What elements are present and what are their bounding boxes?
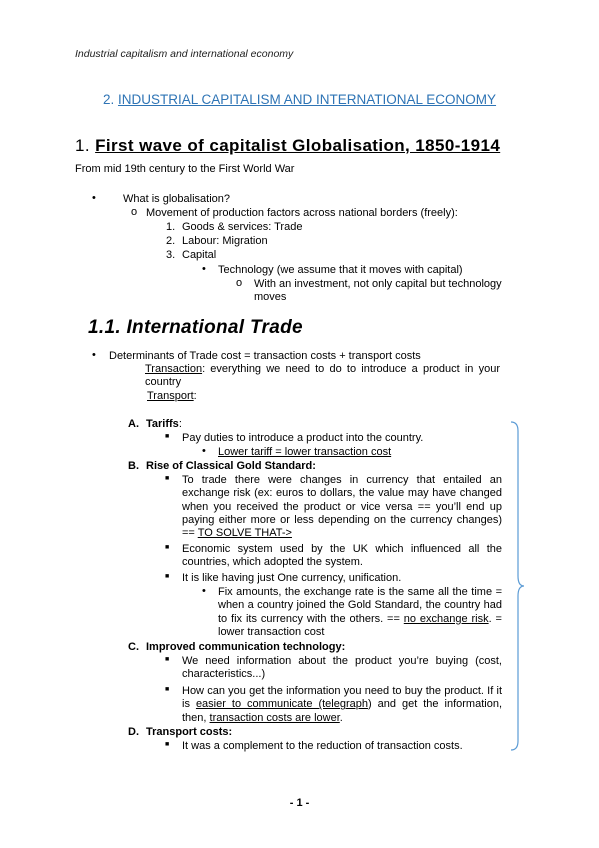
tariffs-point: Pay duties to introduce a product into the country.: [182, 432, 424, 444]
section-number: 2.: [102, 92, 115, 107]
transport-definition: Transport:: [147, 390, 197, 402]
circle-bullet-icon: o: [131, 206, 138, 218]
transport-costs-point: It was a complement to the reduction of transaction costs.: [182, 740, 463, 752]
glob-question: What is globalisation?: [123, 193, 231, 205]
glob-tech: Technology (we assume that it moves with capital): [218, 264, 463, 276]
square-bullet-icon: ■: [165, 475, 170, 482]
intro-text: From mid 19th century to the First World War: [75, 163, 295, 175]
gold-standard-heading: Rise of Classical Gold Standard:: [146, 460, 316, 472]
glob-movement: Movement of production factors across national borders (freely):: [146, 207, 458, 219]
communication-heading: Improved communication technology:: [146, 641, 346, 653]
heading-1-text: First wave of capitalist Globalisation, 1850-1914: [95, 136, 501, 155]
gold-standard-point-1: To trade there were changes in currency that entailed an exchange risk (ex: euros to dollars, the value may have changed when you received the product or vice versa == you’ll end up paying either more or less depending on the currency changes) == TO SOLVE THAT->: [182, 474, 502, 540]
list-item-number: 1.: [166, 221, 176, 233]
glob-investment-line1: With an investment, not only capital but technology: [254, 278, 502, 290]
running-header: Industrial capitalism and international economy: [75, 48, 294, 60]
square-bullet-icon: ■: [165, 544, 170, 551]
transaction-definition: Transaction: everything we need to do to introduce a product in your country: [145, 363, 500, 388]
communication-point-2: How can you get the information you need to buy the product. If it is easier to communicate (telegraph) and get the information, then, transaction costs are lower.: [182, 685, 503, 724]
bullet-icon: •: [92, 192, 96, 204]
bullet-icon: •: [202, 263, 206, 275]
list-item-number: 3.: [166, 249, 176, 261]
heading-1-number: 1.: [75, 136, 90, 155]
page-number: - 1 -: [289, 797, 310, 809]
list-item: Capital: [182, 249, 217, 261]
heading-1-1: 1.1. International Trade: [88, 317, 303, 338]
list-item-number: 2.: [166, 235, 176, 247]
square-bullet-icon: ■: [165, 573, 170, 580]
section-title: [0, 92, 599, 107]
communication-point-1: We need information about the product you’re buying (cost, characteristics...): [182, 655, 502, 681]
square-bullet-icon: ■: [165, 686, 170, 693]
bullet-icon: •: [202, 445, 206, 457]
list-item: Goods & services: Trade: [182, 221, 303, 233]
bullet-icon: •: [92, 349, 96, 361]
list-letter: B.: [128, 460, 139, 472]
gold-standard-point-2: Economic system used by the UK which influenced all the countries, which adopted the system.: [182, 543, 502, 569]
right-brace-icon: [510, 421, 524, 751]
list-item: Labour: Migration: [182, 235, 268, 247]
gold-standard-point-4: Fix amounts, the exchange rate is the same all the time = when a country joined the Gold Standard, the country had to fix its currency with the others. == no exchange risk. = lower transaction cost: [218, 586, 502, 638]
determinants-text: Determinants of Trade cost = transaction costs + transport costs: [109, 350, 421, 362]
square-bullet-icon: ■: [165, 741, 170, 748]
section-title-text: INDUSTRIAL CAPITALISM AND INTERNATIONAL ECONOMY: [117, 92, 497, 107]
square-bullet-icon: ■: [165, 433, 170, 440]
gold-standard-point-3: It is like having just One currency, unification.: [182, 572, 402, 584]
square-bullet-icon: ■: [165, 656, 170, 663]
bullet-icon: •: [202, 585, 206, 597]
tariffs-subpoint: Lower tariff = lower transaction cost: [218, 446, 392, 458]
list-letter: C.: [128, 641, 139, 653]
glob-investment-line2: moves: [254, 291, 287, 303]
list-letter: D.: [128, 726, 139, 738]
transaction-label: Transaction: [145, 363, 203, 375]
tariffs-heading: Tariffs:: [146, 418, 182, 430]
transport-label: Transport: [147, 390, 194, 402]
circle-bullet-icon: o: [236, 277, 243, 289]
transport-costs-heading: Transport costs:: [146, 726, 233, 738]
list-letter: A.: [128, 418, 139, 430]
heading-1: [75, 136, 500, 156]
